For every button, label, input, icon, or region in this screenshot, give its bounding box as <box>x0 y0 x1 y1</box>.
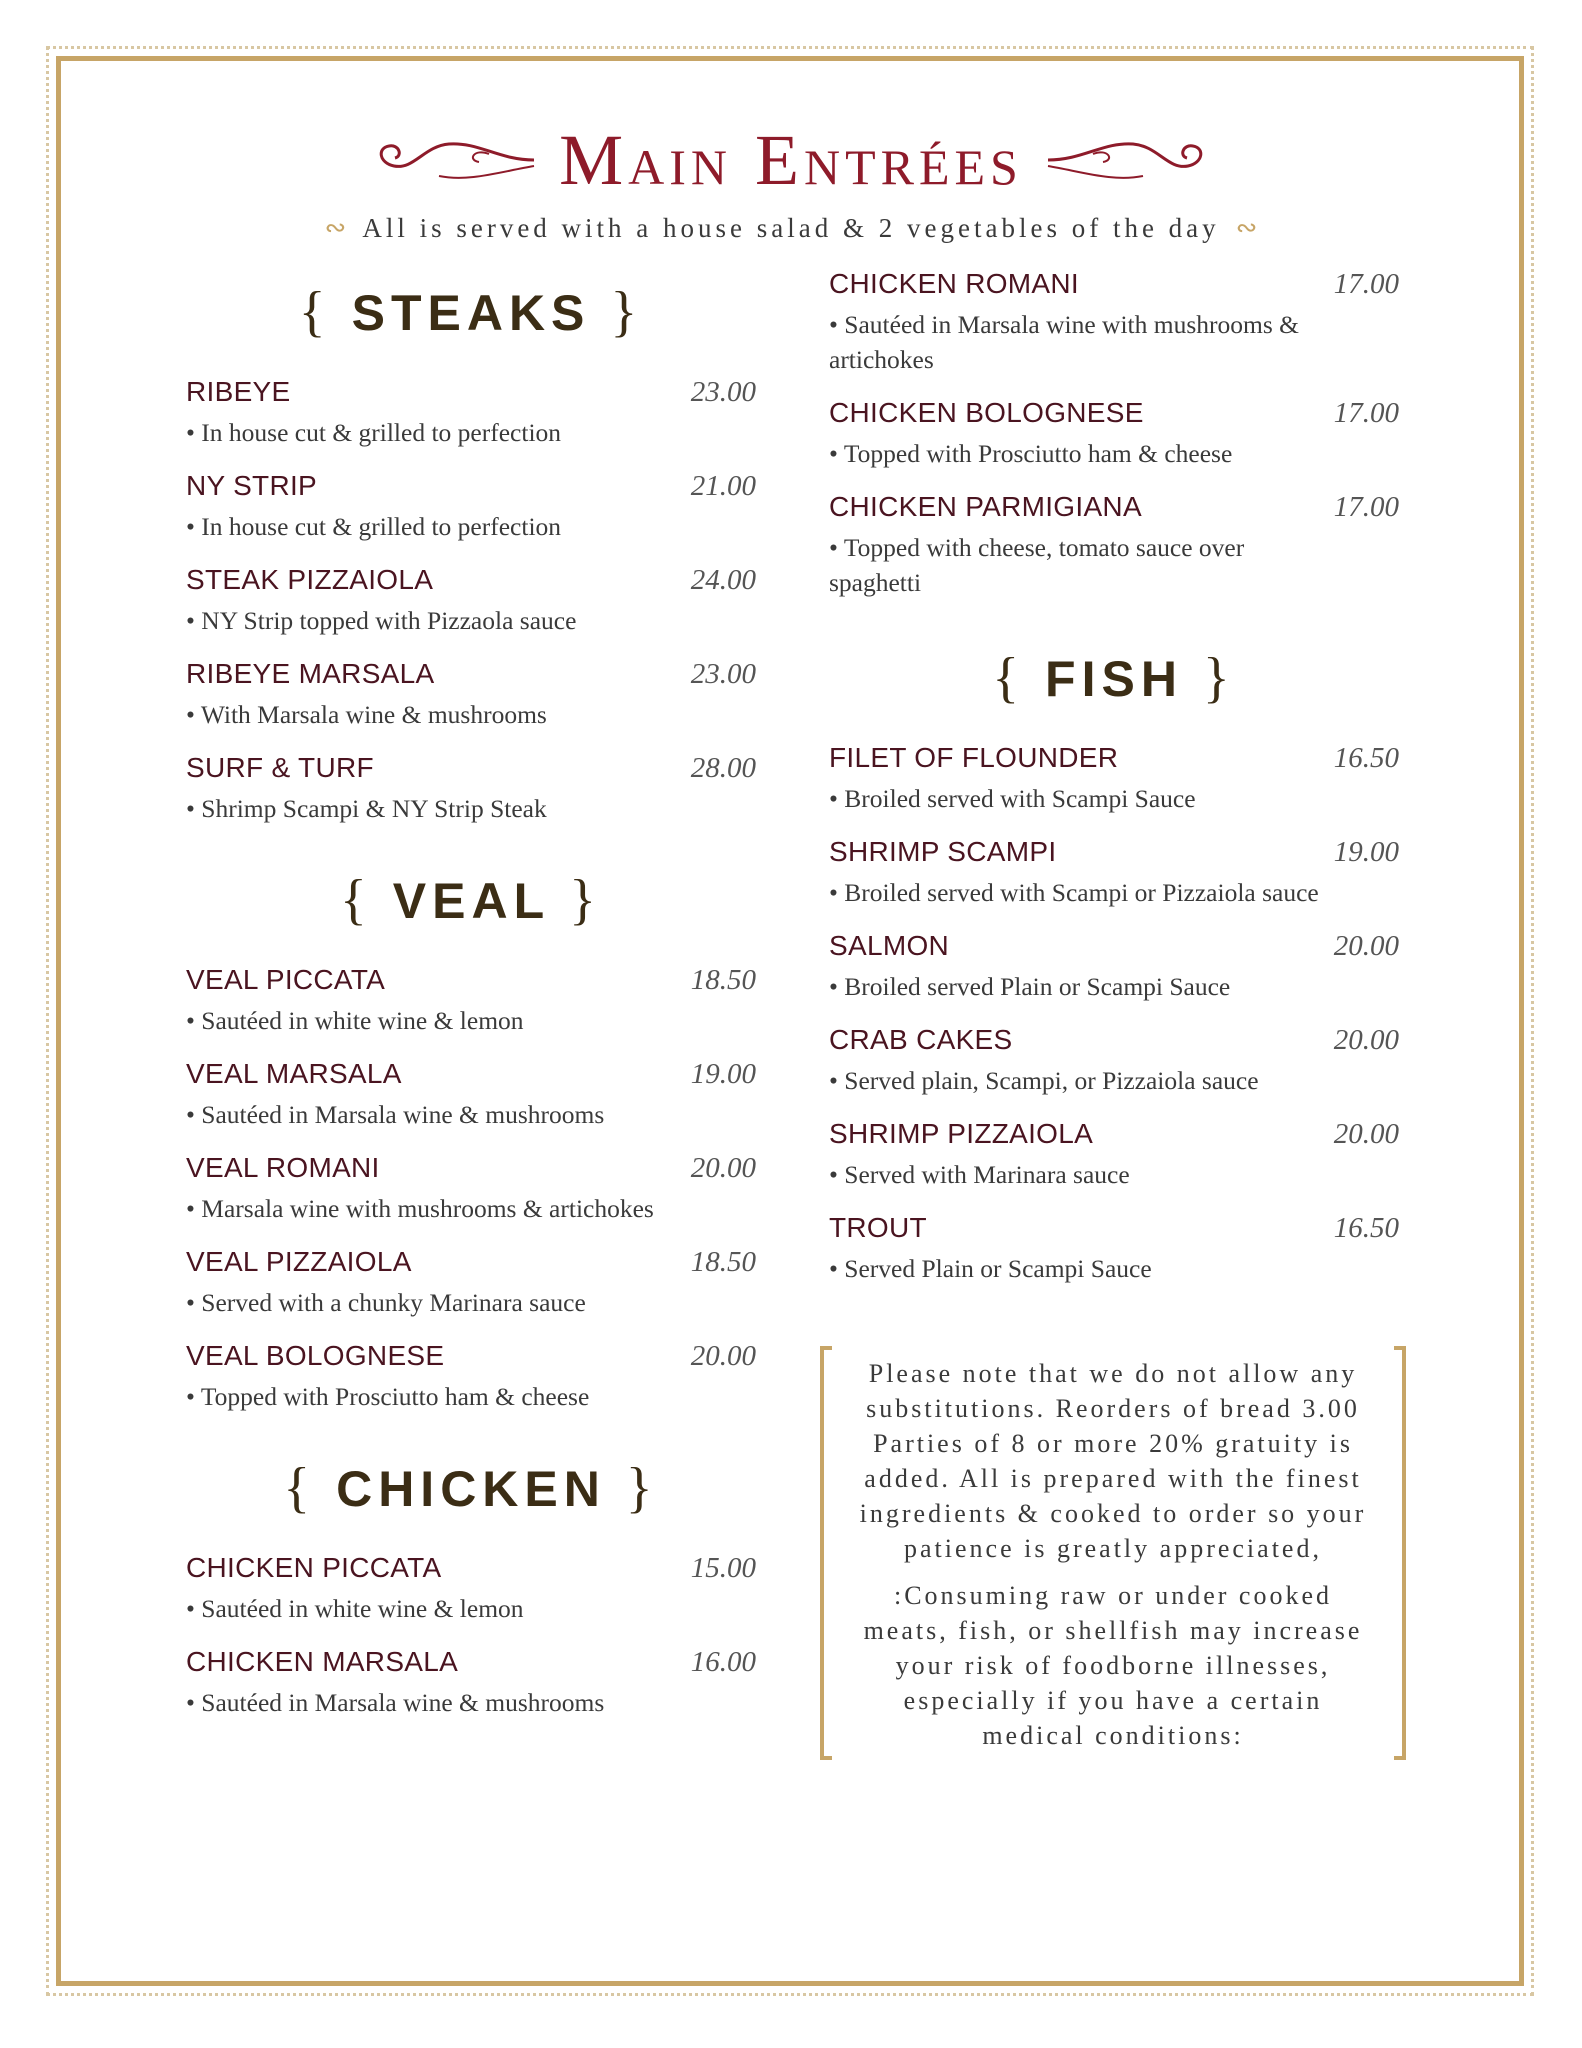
item-price: 16.50 <box>1333 1212 1399 1244</box>
section-veal <box>186 868 756 964</box>
item-name: CHICKEN PICCATA <box>186 1552 442 1583</box>
item-description: • Sautéed in Marsala wine & mushrooms <box>186 1100 605 1129</box>
item-price: 17.00 <box>1333 268 1399 300</box>
item-name: SURF & TURF <box>186 752 374 783</box>
menu-item <box>186 658 756 732</box>
health-warning-text: :Consuming raw or under cooked meats, fish, or shellfish may increase your risk of foodborne illnesses, especially if you have a certain medical conditions: <box>863 1581 1363 1750</box>
swirl-right-ornament <box>1043 130 1213 190</box>
item-price: 21.00 <box>690 470 756 502</box>
section-steaks <box>186 280 756 376</box>
item-description: • Sautéed in white wine & lemon <box>186 1006 524 1035</box>
item-price: 23.00 <box>690 376 756 408</box>
item-description: • Sautéed in Marsala wine with mushrooms & artichokes <box>829 310 1299 374</box>
item-name: VEAL MARSALA <box>186 1058 402 1089</box>
menu-item <box>186 1552 756 1626</box>
menu-item <box>186 752 756 826</box>
policy-text: Please note that we do not allow any substitutions. Reorders of bread 3.00 Parties of 8 or more 20% gratuity is added. All is prepared with the finest ingredients & cooked to order so your patience is greatly appreciated, <box>859 1359 1367 1563</box>
item-description: • Topped with cheese, tomato sauce over spaghetti <box>829 533 1245 597</box>
menu-item <box>186 376 756 450</box>
item-price: 17.00 <box>1333 397 1399 429</box>
menu-item <box>186 1646 756 1720</box>
bracket-left-ornament <box>820 1346 832 1760</box>
item-description: • In house cut & grilled to perfection <box>186 512 562 541</box>
menu-item <box>829 1118 1399 1192</box>
item-price: 20.00 <box>1333 1024 1399 1056</box>
subtitle: All is served with a house salad & 2 vegetables of the day <box>362 212 1220 243</box>
menu-item <box>829 268 1399 377</box>
item-name: STEAK PIZZAIOLA <box>186 564 434 595</box>
item-price: 20.00 <box>690 1152 756 1184</box>
item-name: FILET OF FLOUNDER <box>829 742 1119 773</box>
item-description: • Shrimp Scampi & NY Strip Steak <box>186 794 547 823</box>
section-heading: { STEAKS } <box>298 281 644 343</box>
menu-item <box>186 964 756 1038</box>
item-name: TROUT <box>829 1212 927 1243</box>
item-name: VEAL PIZZAIOLA <box>186 1246 412 1277</box>
item-price: 18.50 <box>690 1246 756 1278</box>
item-name: CHICKEN MARSALA <box>186 1646 459 1677</box>
item-name: RIBEYE MARSALA <box>186 658 435 689</box>
title-bar <box>0 110 1582 210</box>
item-description: • Topped with Prosciutto ham & cheese <box>186 1382 590 1411</box>
left-column <box>186 280 756 1740</box>
right-column <box>829 268 1399 1306</box>
item-description: • Marsala wine with mushrooms & artichokes <box>186 1194 654 1223</box>
item-description: • Topped with Prosciutto ham & cheese <box>829 439 1233 468</box>
item-name: VEAL PICCATA <box>186 964 386 995</box>
item-description: • Served with a chunky Marinara sauce <box>186 1288 586 1317</box>
section-fish <box>829 646 1399 742</box>
item-name: VEAL ROMANI <box>186 1152 380 1183</box>
item-name: CRAB CAKES <box>829 1024 1013 1055</box>
subtitle-ornament-right-icon: ∾ <box>1235 213 1258 242</box>
section-heading: { FISH } <box>992 647 1236 709</box>
item-price: 24.00 <box>690 564 756 596</box>
item-price: 17.00 <box>1333 491 1399 523</box>
item-name: CHICKEN BOLOGNESE <box>829 397 1144 428</box>
item-name: VEAL BOLOGNESE <box>186 1340 445 1371</box>
item-price: 28.00 <box>690 752 756 784</box>
item-price: 23.00 <box>690 658 756 690</box>
menu-item <box>186 470 756 544</box>
subtitle-ornament-left-icon: ∾ <box>324 213 347 242</box>
menu-item <box>186 1340 756 1414</box>
menu-item <box>829 930 1399 1004</box>
item-name: NY STRIP <box>186 470 318 501</box>
swirl-left-ornament <box>369 130 539 190</box>
menu-item <box>829 742 1399 816</box>
menu-item <box>829 491 1399 600</box>
section-heading: { CHICKEN } <box>283 1457 659 1519</box>
menu-item <box>186 1152 756 1226</box>
policy-notice <box>820 1346 1406 1760</box>
item-price: 20.00 <box>1333 930 1399 962</box>
item-description: • Broiled served with Scampi Sauce <box>829 784 1196 813</box>
item-name: RIBEYE <box>186 376 291 407</box>
item-name: CHICKEN PARMIGIANA <box>829 491 1142 522</box>
item-price: 18.50 <box>690 964 756 996</box>
item-description: • With Marsala wine & mushrooms <box>186 700 547 729</box>
menu-item <box>186 1246 756 1320</box>
menu-item <box>829 836 1399 910</box>
item-price: 20.00 <box>1333 1118 1399 1150</box>
item-description: • In house cut & grilled to perfection <box>186 418 562 447</box>
menu-item <box>829 397 1399 471</box>
menu-item <box>829 1212 1399 1286</box>
item-price: 19.00 <box>1333 836 1399 868</box>
bracket-right-ornament <box>1394 1346 1406 1760</box>
section-chicken <box>186 1456 756 1552</box>
item-name: SHRIMP PIZZAIOLA <box>829 1118 1094 1149</box>
item-price: 16.00 <box>690 1646 756 1678</box>
item-description: • Served Plain or Scampi Sauce <box>829 1254 1152 1283</box>
item-name: SALMON <box>829 930 950 961</box>
menu-item <box>186 1058 756 1132</box>
item-price: 19.00 <box>690 1058 756 1090</box>
page-title: Main Entrées <box>559 120 1023 200</box>
item-description: • Served plain, Scampi, or Pizzaiola sauce <box>829 1066 1259 1095</box>
item-price: 16.50 <box>1333 742 1399 774</box>
menu-item <box>829 1024 1399 1098</box>
item-name: SHRIMP SCAMPI <box>829 836 1057 867</box>
item-description: • NY Strip topped with Pizzaola sauce <box>186 606 577 635</box>
item-name: CHICKEN ROMANI <box>829 268 1079 299</box>
item-description: • Served with Marinara sauce <box>829 1160 1130 1189</box>
subtitle-bar <box>0 208 1582 248</box>
item-description: • Broiled served Plain or Scampi Sauce <box>829 972 1231 1001</box>
item-price: 15.00 <box>690 1552 756 1584</box>
menu-item <box>186 564 756 638</box>
section-heading: { VEAL } <box>339 869 603 931</box>
item-description: • Sautéed in white wine & lemon <box>186 1594 524 1623</box>
item-description: • Broiled served with Scampi or Pizzaiola sauce <box>829 878 1319 907</box>
item-description: • Sautéed in Marsala wine & mushrooms <box>186 1688 605 1717</box>
item-price: 20.00 <box>690 1340 756 1372</box>
